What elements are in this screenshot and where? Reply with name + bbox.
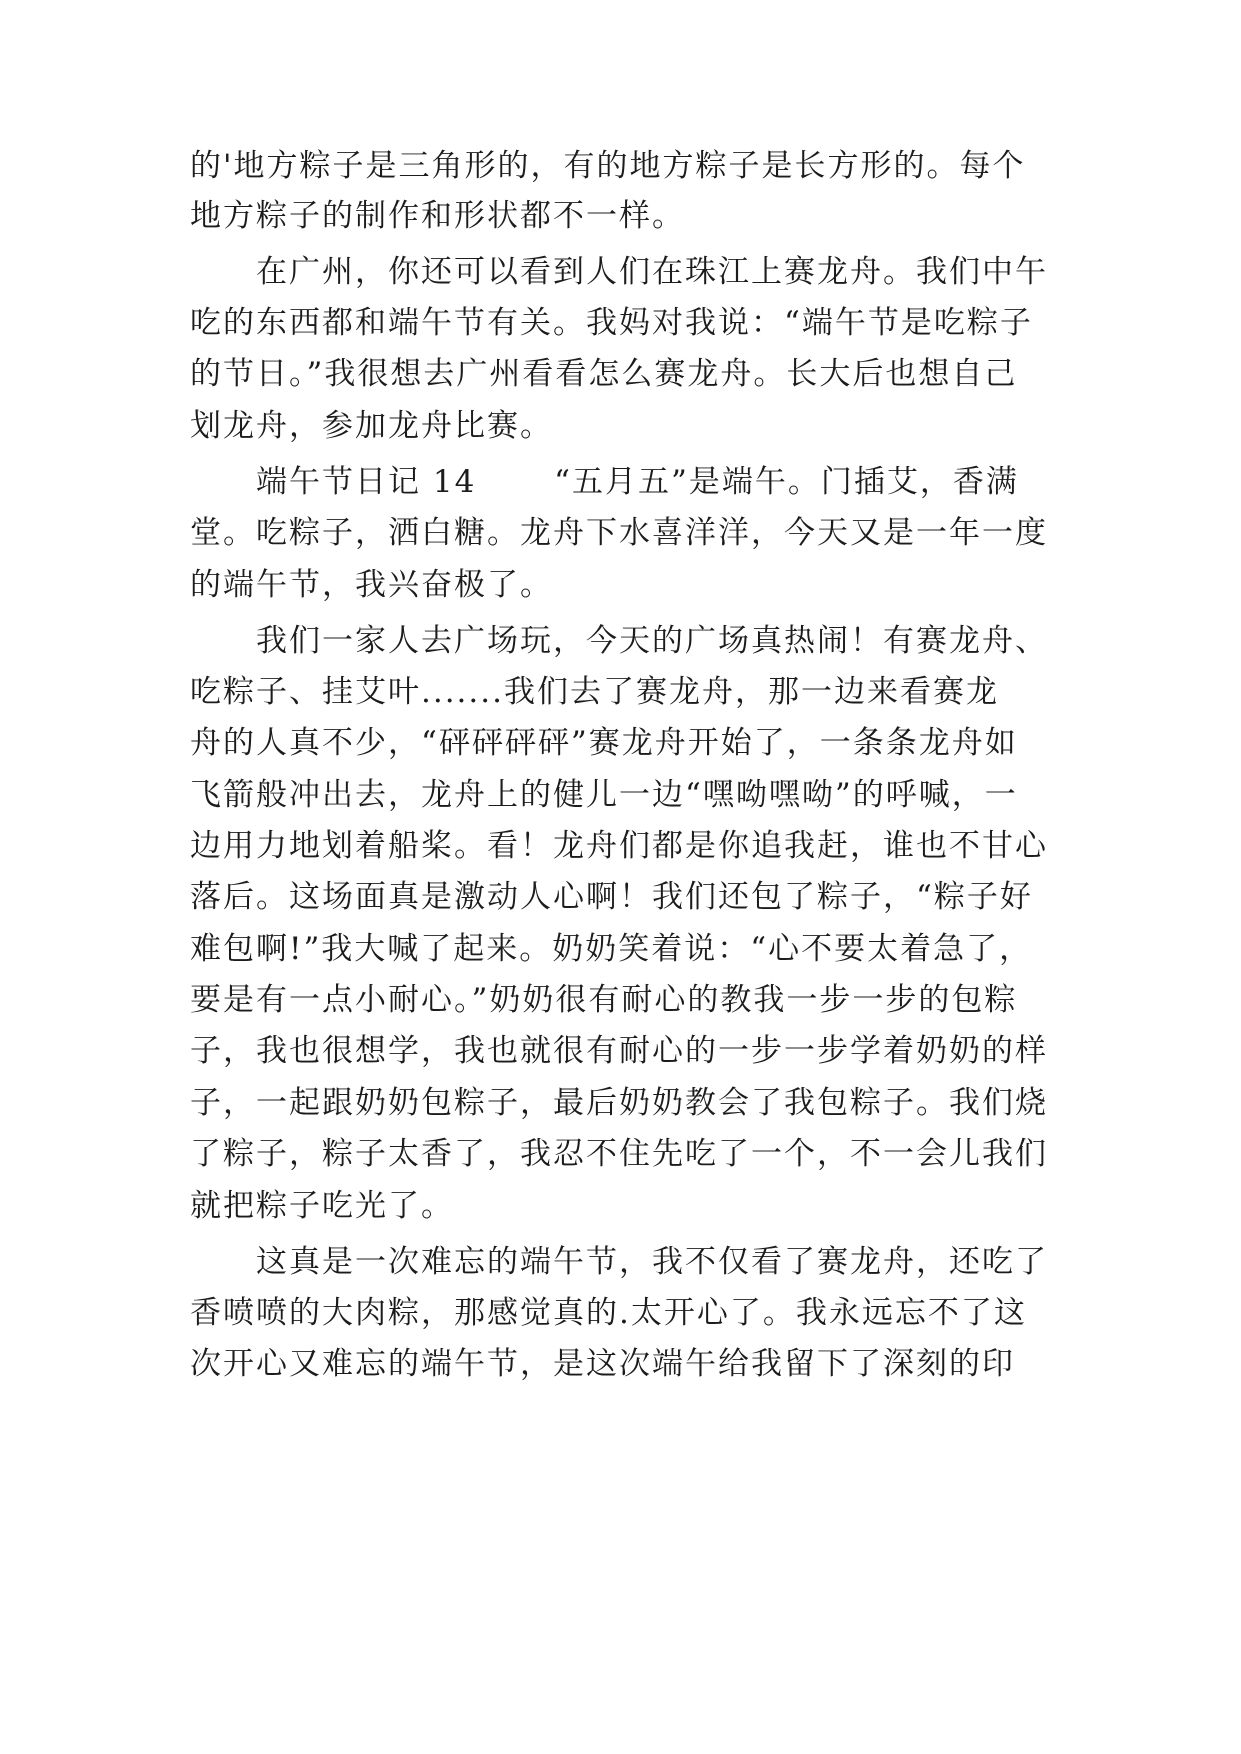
text-line: 飞箭般冲出去，龙舟上的健儿一边“嘿呦嘿呦”的呼喊，一	[190, 777, 1018, 813]
text-line: 就把粽子吃光了。	[190, 1188, 454, 1224]
text-line: 次开心又难忘的端午节，是这次端午给我留下了深刻的印	[190, 1346, 1015, 1382]
text-line: 这真是一次难忘的端午节，我不仅看了赛龙舟，还吃了	[190, 1244, 1048, 1280]
text-line: 落后。这场面真是激动人心啊！我们还包了粽子，“粽子好	[190, 879, 1033, 915]
text-line: 要是有一点小耐心。”奶奶很有耐心的教我一步一步的包粽	[190, 982, 1018, 1018]
text-line: 的'地方粽子是三角形的，有的地方粽子是长方形的。每个	[190, 148, 1026, 184]
text-line: 划龙舟，参加龙舟比赛。	[190, 408, 553, 444]
text-line: 我们一家人去广场玩，今天的广场真热闹！有赛龙舟、	[190, 623, 1048, 659]
text-line: 地方粽子的制作和形状都不一样。	[190, 198, 685, 234]
text-line: 香喷喷的大肉粽，那感觉真的.太开心了。我永远忘不了这	[190, 1295, 1027, 1331]
text-line: 子，一起跟奶奶包粽子，最后奶奶教会了我包粽子。我们烧	[190, 1085, 1048, 1121]
text-line: 的端午节，我兴奋极了。	[190, 567, 553, 603]
text-line: 舟的人真不少，“砰砰砰砰”赛龙舟开始了，一条条龙舟如	[190, 725, 1018, 761]
text-line: 端午节日记 14 “五月五”是端午。门插艾，香满	[190, 464, 1019, 500]
text-line: 在广州，你还可以看到人们在珠江上赛龙舟。我们中午	[190, 254, 1048, 290]
text-line: 堂。吃粽子，洒白糖。龙舟下水喜洋洋，今天又是一年一度	[190, 515, 1048, 551]
text-line: 的节日。”我很想去广州看看怎么赛龙舟。长大后也想自己	[190, 356, 1018, 392]
text-line: 吃粽子、挂艾叶.......我们去了赛龙舟，那一边来看赛龙	[190, 674, 999, 710]
text-line: 边用力地划着船桨。看！龙舟们都是你追我赶，谁也不甘心	[190, 828, 1048, 864]
text-line: 子，我也很想学，我也就很有耐心的一步一步学着奶奶的样	[190, 1033, 1048, 1069]
text-line: 难包啊!”我大喊了起来。奶奶笑着说：“心不要太着急了，	[190, 931, 1033, 967]
text-line: 吃的东西都和端午节有关。我妈对我说：“端午节是吃粽子	[190, 305, 1033, 341]
text-line: 了粽子，粽子太香了，我忍不住先吃了一个，不一会儿我们	[190, 1136, 1048, 1172]
